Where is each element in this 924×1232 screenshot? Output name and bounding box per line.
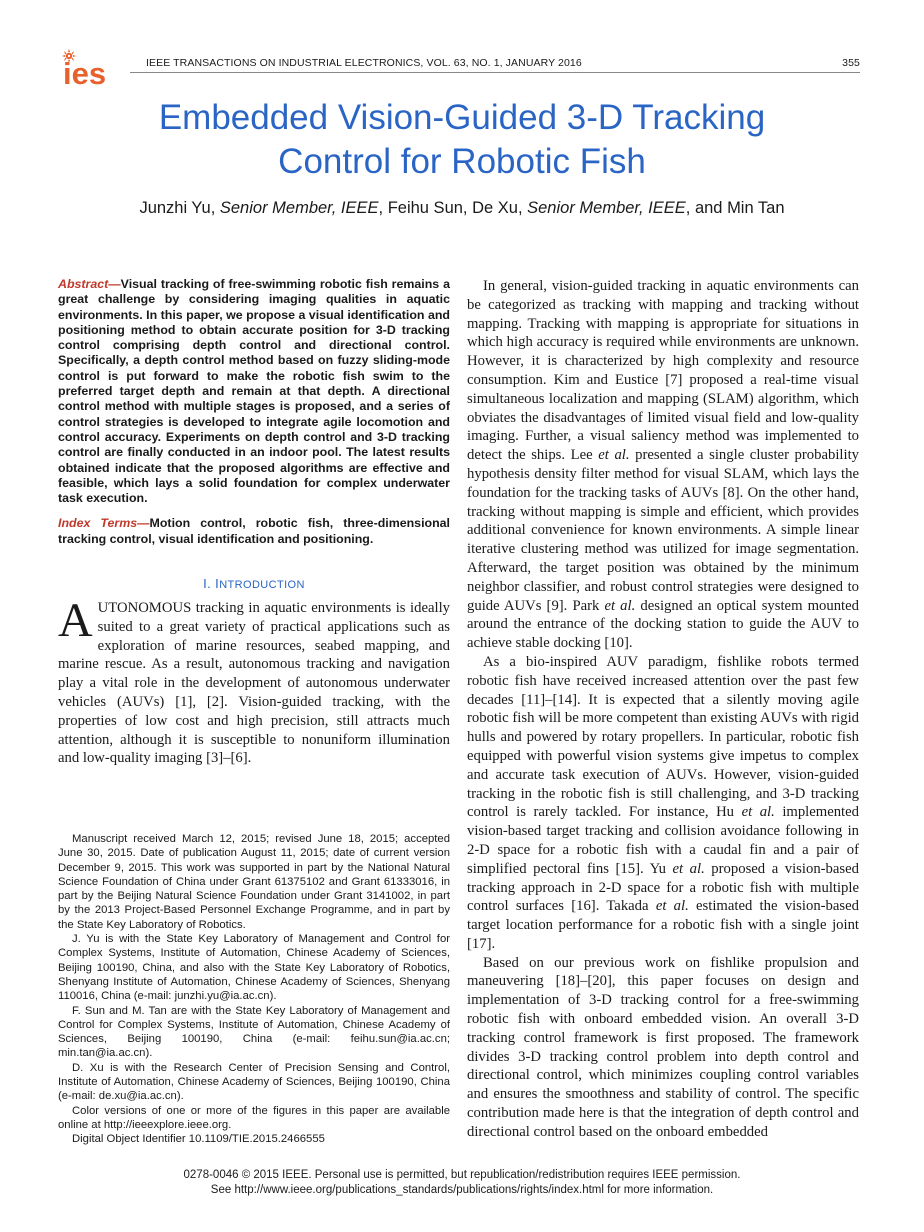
author-yu: Junzhi Yu, [139,199,220,217]
body-paragraph-3: Based on our previous work on fishlike propulsion and maneuvering [18]–[20], this paper focuses on design and implementation of 3-D tracking control for a free-swimming robotic fish with onboard embedded vision. An overall 3-D tracking control framework is first proposed. The framework divides 3-D tracking control problem into depth control and directional control, which minimizes coupling control variables and ensures the smoothness and stability of control. The specific contribution made here is that the integration of depth control and directional control based on the onboard embedded [467,954,859,1140]
index-terms-text: Motion control, robotic fish, three-dimensional tracking control, visual identification and positioning. [58,516,450,546]
page-number: 355 [842,57,860,69]
p1-etal-2: et al. [604,597,636,614]
p2-etal-1: et al. [741,804,775,821]
abstract-label: Abstract— [58,277,121,291]
left-column [58,277,450,768]
p2-etal-2: et al. [672,860,705,877]
author-xu-role: Senior Member, IEEE [527,199,686,217]
index-terms-label: Index Terms— [58,516,150,531]
header-divider [130,72,860,73]
p1-text-b: presented a single cluster probability hypothesis density filter method for visual SLAM, which lays the foundation for the tracking tasks of AUVs [8]. On the other hand, tracking without mapping is simple and efficient, which provides additional convenience for known environments. A simple linear iterative clustering method was utilized for image segmentation. Afterward, the target position was obtained by the minimum neighbor classifier, and robust control strategies were designed to guide AUVs [9]. Park [467,447,860,614]
footnote-manuscript: Manuscript received March 12, 2015; revised June 18, 2015; accepted June 30, 2015. Date of publication August 11, 2015; date of current version December 9, 2015. This work was supported in part by the National Natural Science Foundation of China under Grant 61375102 and Grant 61333016, in part by the Beijing Natural Science Foundation under Grant 3141002, in part by the 2013 Project-Based Personnel Exchange Programme, and in part by the State Key Laboratory of Robotics. [58,833,450,931]
section-title-first: I [215,576,220,592]
copyright-line-1: 0278-0046 © 2015 IEEE. Personal use is permitted, but republication/redistribution requires IEEE permission. [183,1169,741,1181]
footnote-affiliation-xu: D. Xu is with the Research Center of Precision Sensing and Control, Institute of Automation, Chinese Academy of Sciences, Beijing 100190, China (e-mail: de.xu@ia.ac.cn). [58,1061,450,1103]
ies-society-logo [58,46,126,90]
section-number: I. [203,576,216,592]
title-line-1: Embedded Vision-Guided 3-D Tracking [158,98,766,137]
footnote-affiliation-yu: J. Yu is with the State Key Laboratory of Management and Control for Complex Systems, Institute of Automation, Chinese Academy of Sciences, Beijing 100190, China, and also with the State Key Laboratory of Robotics, Shenyang Institute of Automation, Chinese Academy of Sciences, Shenyang 110016, China (e-mail: junzhi.yu@ia.ac.cn). [58,933,450,1003]
body-paragraph-2 [467,653,859,954]
author-tan: , and Min Tan [685,199,785,217]
journal-name: IEEE TRANSACTIONS ON INDUSTRIAL ELECTRONICS, VOL. 63, NO. 1, JANUARY 2016 [146,57,582,69]
p2-text-c: proposed a vision-based tracking approach in 2-D space for a robotic fish with multiple control surfaces [16]. Takada [467,860,859,915]
body-paragraph-1 [467,277,859,653]
p2-text-a: As a bio-inspired AUV paradigm, fishlike robots termed robotic fish have received increased attention over the past few decades [11]–[14]. It is expected that a silently moving agile robotic fish will be more competent than existing AUVs with rigid hulls and powered by rotary propellers. In particular, robotic fish equipped with powerful vision systems give impetus to complex and accurate task execution of AUVs. However, vision-guided tracking in the robotic fish is still challenging, and 3-D tracking control is rarely tackled. For instance, Hu [467,653,859,821]
footnote-color-versions: Color versions of one or more of the figures in this paper are available online at http://ieeexplore.ieee.org. [58,1104,450,1131]
author-sun-xu: , Feihu Sun, De Xu, [378,199,528,217]
logo-text: ies [63,56,107,90]
author-yu-role: Senior Member, IEEE [219,199,379,217]
index-terms [58,516,450,547]
p2-text-d: estimated the vision-based target location performance for a robotic fish with a single joint [17]. [467,898,859,952]
p1-text-a: In general, vision-guided tracking in aquatic environments can be categorized as tracking with mapping and tracking without mapping. Tracking with mapping is appropriate for situations in which high accuracy is required while environments are unknown. However, it is characterized by high complexity and resource consumption. Kim and Eustice [7] proposed a real-time visual simultaneous localization and mapping (SLAM) algorithm, which obviates the disadvantages of limited visual field and low-quality imaging. Further, a visual saliency method was implemented to detect the ships. Lee [467,278,859,464]
drop-cap: A [58,594,93,648]
right-column [467,277,859,1142]
p1-text-c: designed an optical system mounted around the entrance of the docking station to guide the AUV to achieve stable docking [10]. [467,597,859,652]
copyright-notice [60,1168,864,1198]
intro-text: UTONOMOUS tracking in aquatic environments is ideally suited to a great variety of practical applications such as exploration of marine resources, seabed mapping, and marine rescue. As a result, autonomous tracking and navigation play a vital role in the development of autonomous underwater vehicles (AUVs) [1], [2]. Vision-guided tracking, with the properties of low cost and high precision, still attracts much attention, although it is susceptible to nonuniform illumination and low-quality imaging [3]–[6]. [58,600,450,767]
paper-title [100,96,824,184]
p2-text-b: implemented vision-based target tracking and collision avoidance following in 2-D space for a robotic fish with a caudal fin and a pair of simplified pectoral fins [15]. Yu [467,804,860,877]
title-line-2: Control for Robotic Fish [278,142,646,181]
footnotes [58,832,450,1147]
p1-etal-1: et al. [598,447,630,464]
abstract [58,277,450,506]
footnote-doi: Digital Object Identifier 10.1109/TIE.2015.2466555 [72,1133,325,1146]
section-title-rest: NTRODUCTION [219,579,305,592]
p2-etal-3: et al. [655,898,689,915]
section-heading [58,576,450,591]
author-list [60,199,864,218]
copyright-line-2: See http://www.ieee.org/publications_standards/publications/rights/index.html for more information. [210,1184,714,1196]
abstract-text: Visual tracking of free-swimming robotic fish remains a great challenge by considering imaging qualities in aquatic environments. In this paper, we propose a visual identification and positioning method to obtain accurate position for 3-D tracking control comprising depth control and directional control. Specifically, a depth control method based on fuzzy sliding-mode control is put forward to make the robotic fish swim to the preferred target depth and remain at that depth. A directional control method with multiple stages is proposed, and a series of control strategies is developed to integrate agile locomotion and control accuracy. Experiments on depth control and 3-D tracking control are finally conducted in an indoor pool. The latest results obtained indicate that the proposed algorithms are effective and feasible, which lays a solid foundation for complex underwater task execution. [58,277,450,506]
intro-paragraph [58,594,450,768]
footnote-affiliation-sun-tan: F. Sun and M. Tan are with the State Key Laboratory of Management and Control for Complex Systems, Institute of Automation, Chinese Academy of Sciences, Beijing 100190, China (e-mail: feihu.sun@ia.ac.cn; min.tan@ia.ac.cn). [58,1004,450,1060]
